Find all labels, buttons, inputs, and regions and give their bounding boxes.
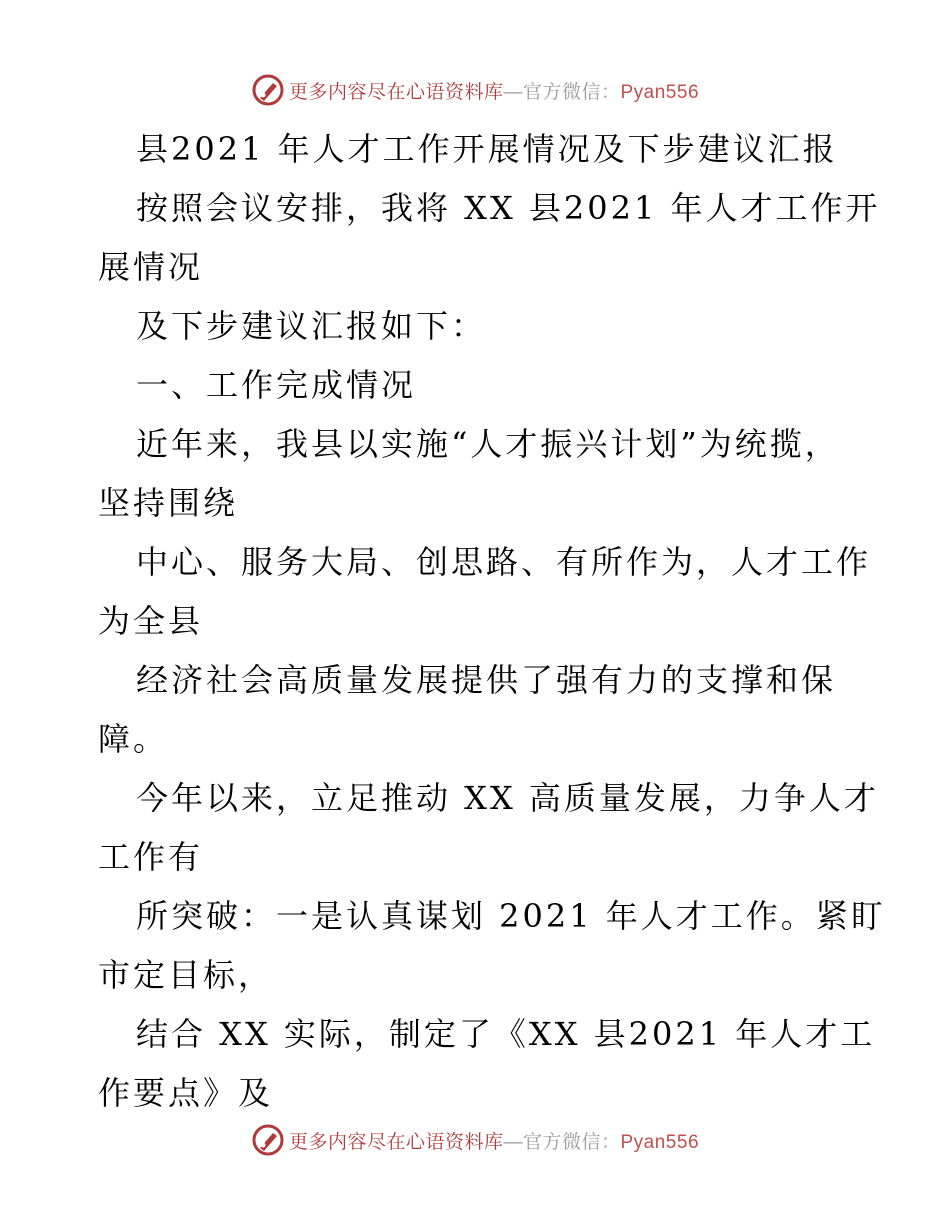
pen-logo-icon [251,73,285,107]
watermark-text: 更多内容尽在心语资料库—官方微信：Pyan556 [288,1131,700,1153]
text-line: 经济社会高质量发展提供了强有力的支撑和保 [136,661,837,699]
text-line: 市定目标， [98,956,274,994]
text-line: 县2021 年人才工作开展情况及下步建议汇报 [136,130,838,168]
text-line: 今年以来，立足推动 XX 高质量发展，力争人才 [136,779,879,817]
text-line: 所突破：一是认真谋划 2021 年人才工作。紧盯 [136,897,886,935]
text-line: 作要点》及 [98,1074,274,1112]
text-line: 展情况 [98,248,204,286]
document-body [98,120,886,1123]
text-line: 障。 [98,720,169,758]
text-line: 近年来，我县以实施“人才振兴计划”为统揽， [136,425,840,463]
text-line: 一、工作完成情况 [136,366,417,404]
text-line: 结合 XX 实际，制定了《XX 县2021 年人才工 [136,1015,876,1053]
text-line: 中心、服务大局、创思路、有所作为，人才工作 [136,543,872,581]
pen-logo-icon [251,1123,285,1157]
footer-watermark [0,1120,950,1160]
text-line: 按照会议安排，我将 XX 县2021 年人才工作开 [136,189,881,227]
header-watermark [0,70,950,110]
text-line: 坚持围绕 [98,484,239,522]
text-line: 及下步建议汇报如下： [136,307,487,345]
watermark-text: 更多内容尽在心语资料库—官方微信：Pyan556 [288,81,700,103]
text-line: 为全县 [98,602,204,640]
text-line: 工作有 [98,838,204,876]
